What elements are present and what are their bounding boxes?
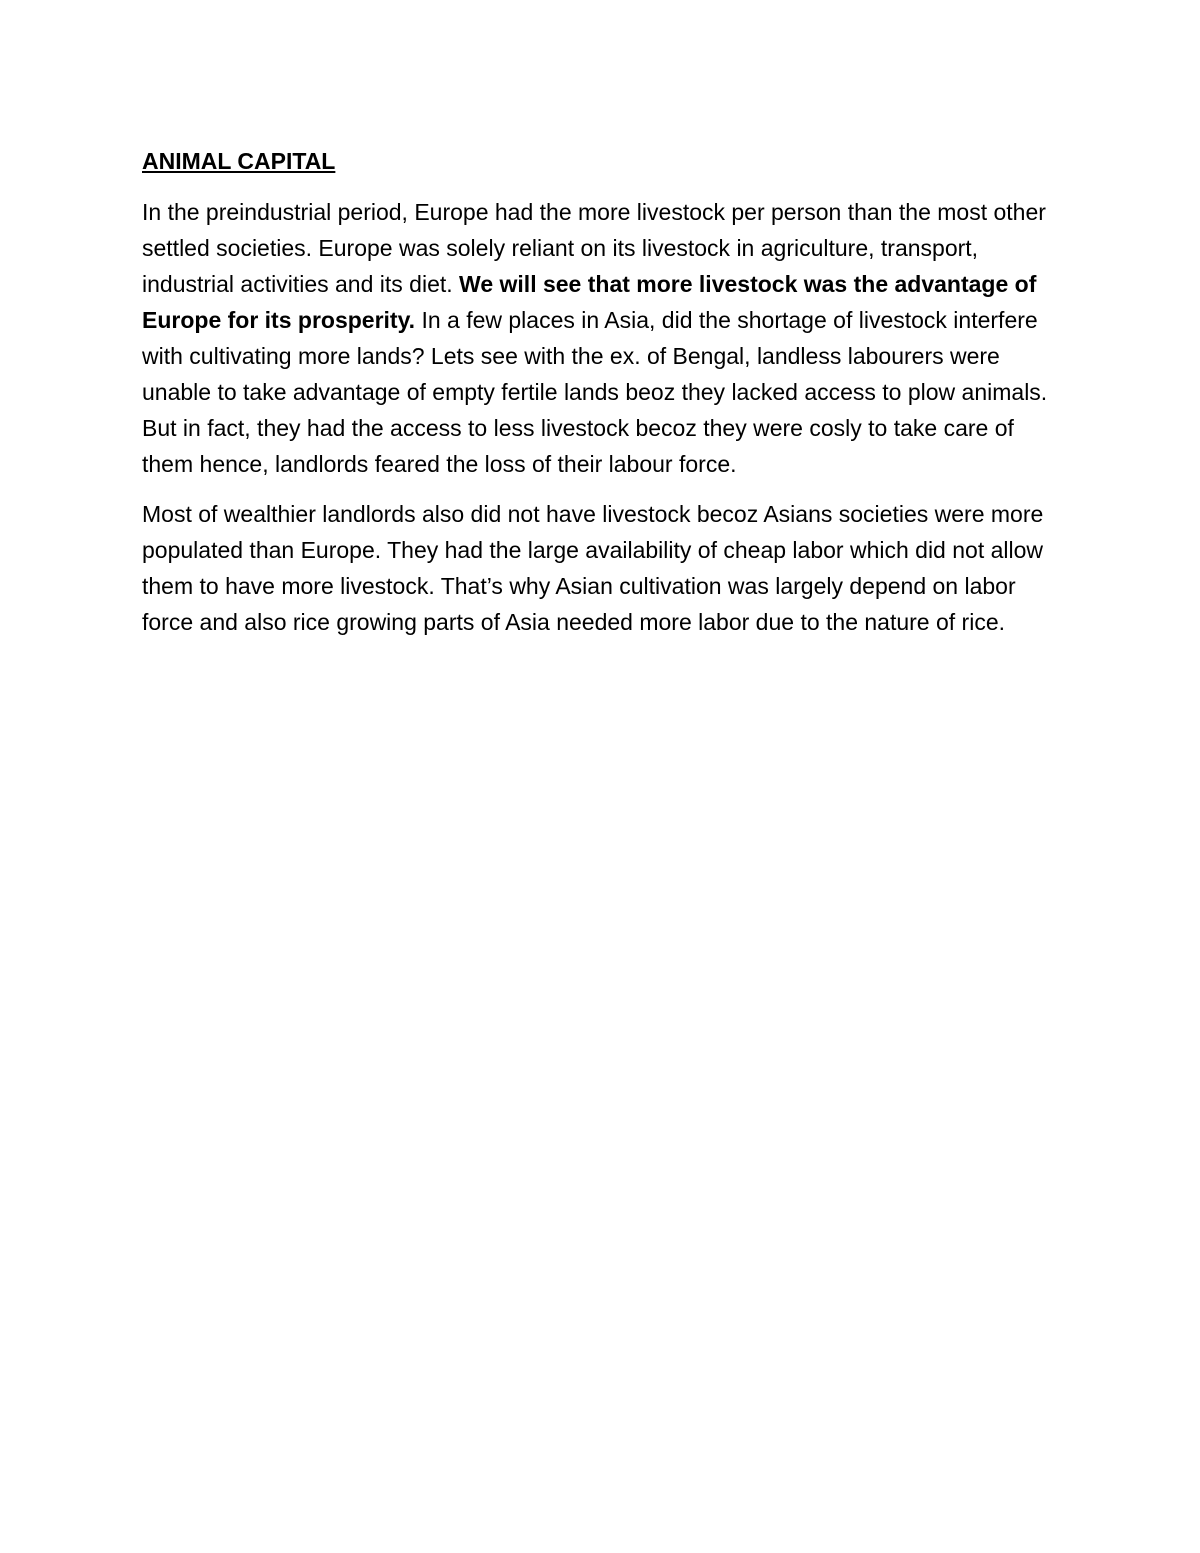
- paragraph-1: [142, 194, 1062, 482]
- paragraph-1-text-after-bold: In a few places in Asia, did the shortage of livestock interfere with cultivating more lands? Lets see with the ex. of Bengal, landless labourers were unable to take advantage of empty fertile lands beoz they lacked access to plow animals. But in fact, they had the access to less livestock becoz they were cosly to take care of them hence, landlords feared the loss of their labour force.: [142, 307, 1048, 477]
- paragraph-1-bold-text: We will see that more livestock was the advantage of Europe for its prosperity.: [142, 271, 1037, 333]
- paragraph-2: Most of wealthier landlords also did not have livestock becoz Asians societies were more populated than Europe. They had the large availability of cheap labor which did not allow them to have more livestock. That’s why Asian cultivation was largely depend on labor force and also rice growing parts of Asia needed more labor due to the nature of rice.: [142, 501, 1044, 635]
- paragraph-1-text-before-bold: In the preindustrial period, Europe had the more livestock per person than the most other settled societies. Europe was solely reliant on its livestock in agriculture, transport, industrial activities and its diet.: [142, 199, 1046, 297]
- document-title: ANIMAL CAPITAL: [142, 148, 336, 174]
- document-body: [142, 146, 1062, 654]
